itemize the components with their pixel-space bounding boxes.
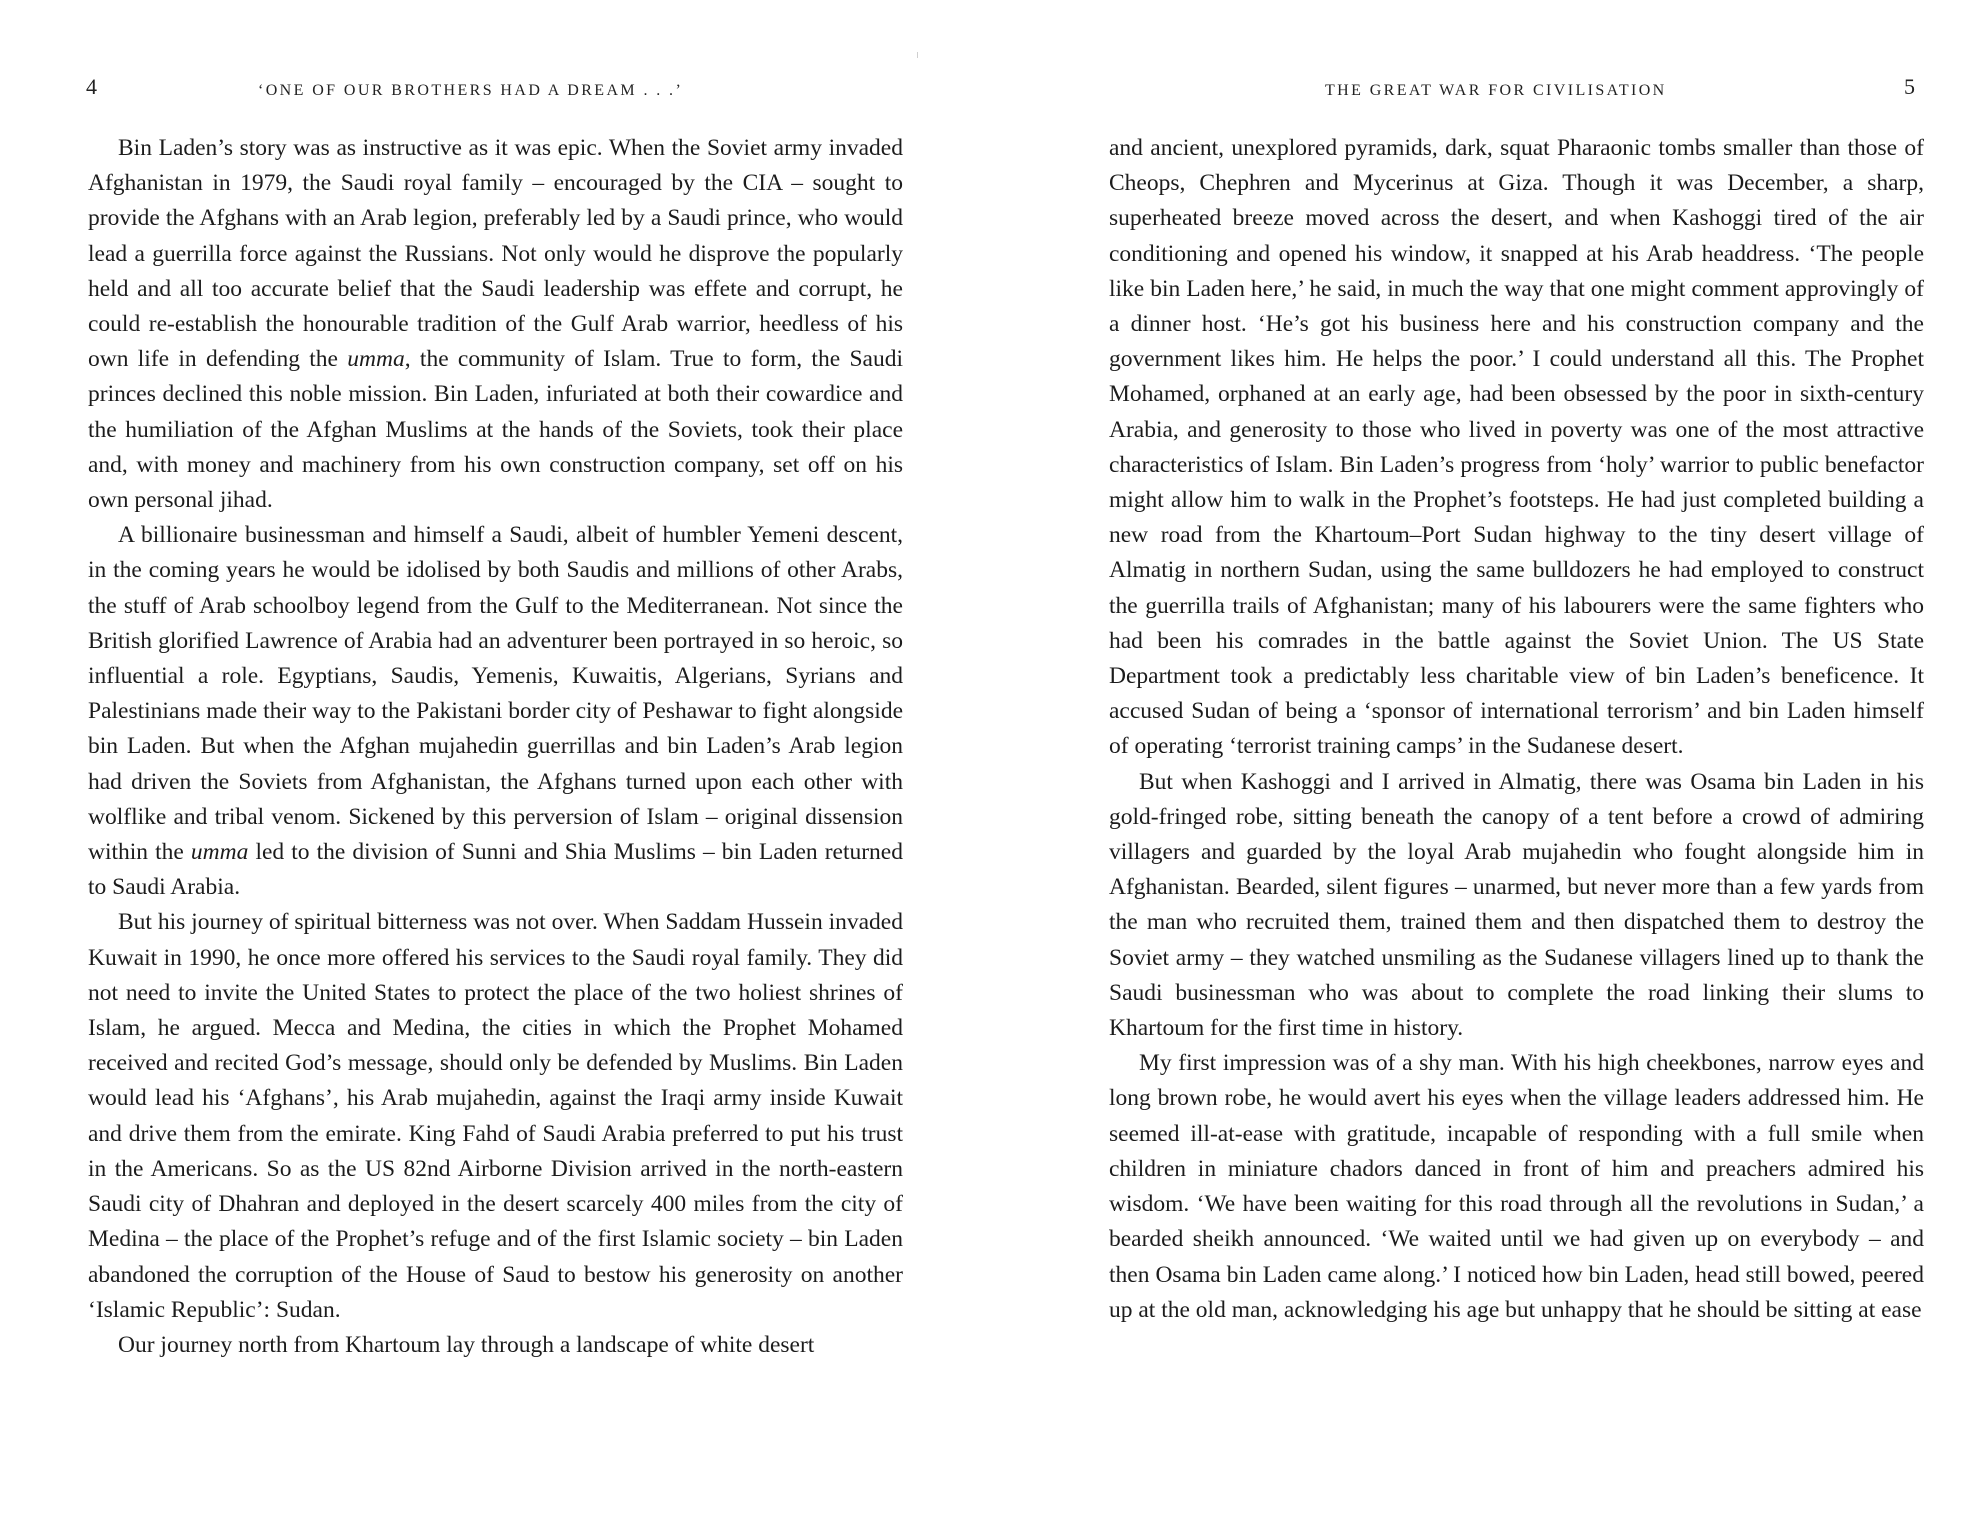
right-body-text	[1109, 131, 1924, 1328]
left-paragraph-1: Bin Laden’s story was as instructive as it was epic. When the Soviet army invaded Afghanistan in 1979, the Saudi royal family – encouraged by the CIA – sought to provide the Afghans with an Arab legion, preferably led by a Saudi prince, who would lead a guerrilla force against the Russians. Not only would he disprove the popularly held and all too accurate belief that the Saudi leadership was effete and corrupt, he could re-establish the honourable tradition of the Gulf Arab warrior, heedless of his own life in defending the umma, the community of Islam. True to form, the Saudi princes declined this noble mission. Bin Laden, infuriated at both their cowardice and the humiliation of the Afghan Muslims at the hands of the Soviets, took their place and, with money and machinery from his own construction company, set off on his own personal jihad.	[88, 135, 903, 514]
left-running-head: ‘ONE OF OUR BROTHERS HAD A DREAM . . .’	[258, 82, 684, 99]
left-paragraph-4: Our journey north from Khartoum lay through a landscape of white desert	[118, 1331, 815, 1358]
left-body-text	[88, 131, 903, 1363]
right-page	[989, 0, 1978, 1540]
left-paragraph-2: A billionaire businessman and himself a Saudi, albeit of humbler Yemeni descent, in the coming years he would be idolised by both Saudis and millions of other Arabs, the stuff of Arab schoolboy legend from the Gulf to the Mediterranean. Not since the British glorified Lawrence of Arabia had an adventurer been portrayed in so heroic, so influential a role. Egyptians, Saudis, Yemenis, Kuwaitis, Algerians, Syrians and Palestinians made their way to the Pakistani border city of Peshawar to fight alongside bin Laden. But when the Afghan mujahedin guerrillas and bin Laden’s Arab legion had driven the Soviets from Afghanistan, the Afghans turned upon each other with wolflike and tribal venom. Sickened by this perversion of Islam – original dissension within the umma led to the division of Sunni and Shia Muslims – bin Laden returned to Saudi Arabia.	[88, 522, 903, 901]
right-page-number: 5	[1904, 74, 1915, 99]
left-paragraph-3: But his journey of spiritual bitterness was not over. When Saddam Hussein invaded Kuwait in 1990, he once more offered his services to the Saudi royal family. They did not need to invite the United States to protect the place of the two holiest shrines of Islam, he argued. Mecca and Medina, the cities in which the Prophet Mohamed received and recited God’s message, should only be defended by Muslims. Bin Laden would lead his ‘Afghans’, his Arab mujahedin, against the Iraqi army inside Kuwait and drive them from the emirate. King Fahd of Saudi Arabia preferred to put his trust in the Americans. So as the US 82nd Airborne Division arrived in the north-eastern Saudi city of Dhahran and deployed in the desert scarcely 400 miles from the city of Medina – the place of the Prophet’s refuge and of the first Islamic society – bin Laden abandoned the corruption of the House of Saud to bestow his generosity on another ‘Islamic Republic’: Sudan.	[88, 909, 903, 1323]
italic-term: umma	[190, 839, 249, 866]
left-page-number: 4	[86, 74, 97, 99]
right-paragraph-2: But when Kashoggi and I arrived in Almatig, there was Osama bin Laden in his gold-fringed robe, sitting beneath the canopy of a tent before a crowd of admiring villagers and guarded by the loyal Arab mujahedin who fought alongside him in Afghanistan. Bearded, silent figures – unarmed, but never more than a few yards from the man who recruited them, trained them and then dispatched them to destroy the Soviet army – they watched unsmiling as the Sudanese villagers lined up to thank the Saudi businessman who was about to complete the road linking their slums to Khartoum for the first time in history.	[1109, 768, 1924, 1042]
right-running-head: THE GREAT WAR FOR CIVILISATION	[1325, 82, 1667, 99]
right-paragraph-1: and ancient, unexplored pyramids, dark, squat Pharaonic tombs smaller than those of Cheops, Chephren and Mycerinus at Giza. Though it was December, a sharp, superheated breeze moved across the desert, and when Kashoggi tired of the air conditioning and opened his window, it snapped at his Arab headdress. ‘The people like bin Laden here,’ he said, in much the way that one might comment approvingly of a dinner host. ‘He’s got his business here and his construction company and the government likes him. He helps the poor.’ I could understand all this. The Prophet Mohamed, orphaned at an early age, had been obsessed by the poor in sixth-century Arabia, and generosity to those who lived in poverty was one of the most attractive characteristics of Islam. Bin Laden’s progress from ‘holy’ warrior to public benefactor might allow him to walk in the Prophet’s footsteps. He had just completed building a new road from the Khartoum–Port Sudan highway to the tiny desert village of Almatig in northern Sudan, using the same bulldozers he had employed to construct the guerrilla trails of Afghanistan; many of his labourers were the same fighters who had been his comrades in the battle against the Soviet Union. The US State Department took a predictably less charitable view of bin Laden’s beneficence. It accused Sudan of being a ‘sponsor of international terrorism’ and bin Laden himself of operating ‘terrorist training camps’ in the Sudanese desert.	[1109, 135, 1924, 760]
italic-term: umma	[347, 346, 405, 373]
right-paragraph-3: My first impression was of a shy man. With his high cheekbones, narrow eyes and long brown robe, he would avert his eyes when the village leaders addressed him. He seemed ill-at-ease with gratitude, incapable of responding with a full smile when children in miniature chadors danced in front of him and preachers admired his wisdom. ‘We have been waiting for this road through all the revolutions in Sudan,’ a bearded sheikh announced. ‘We waited until we had given up on everybody – and then Osama bin Laden came along.’ I noticed how bin Laden, head still bowed, peered up at the old man, acknowledging his age but unhappy that he should be sitting at ease	[1109, 1050, 1924, 1323]
